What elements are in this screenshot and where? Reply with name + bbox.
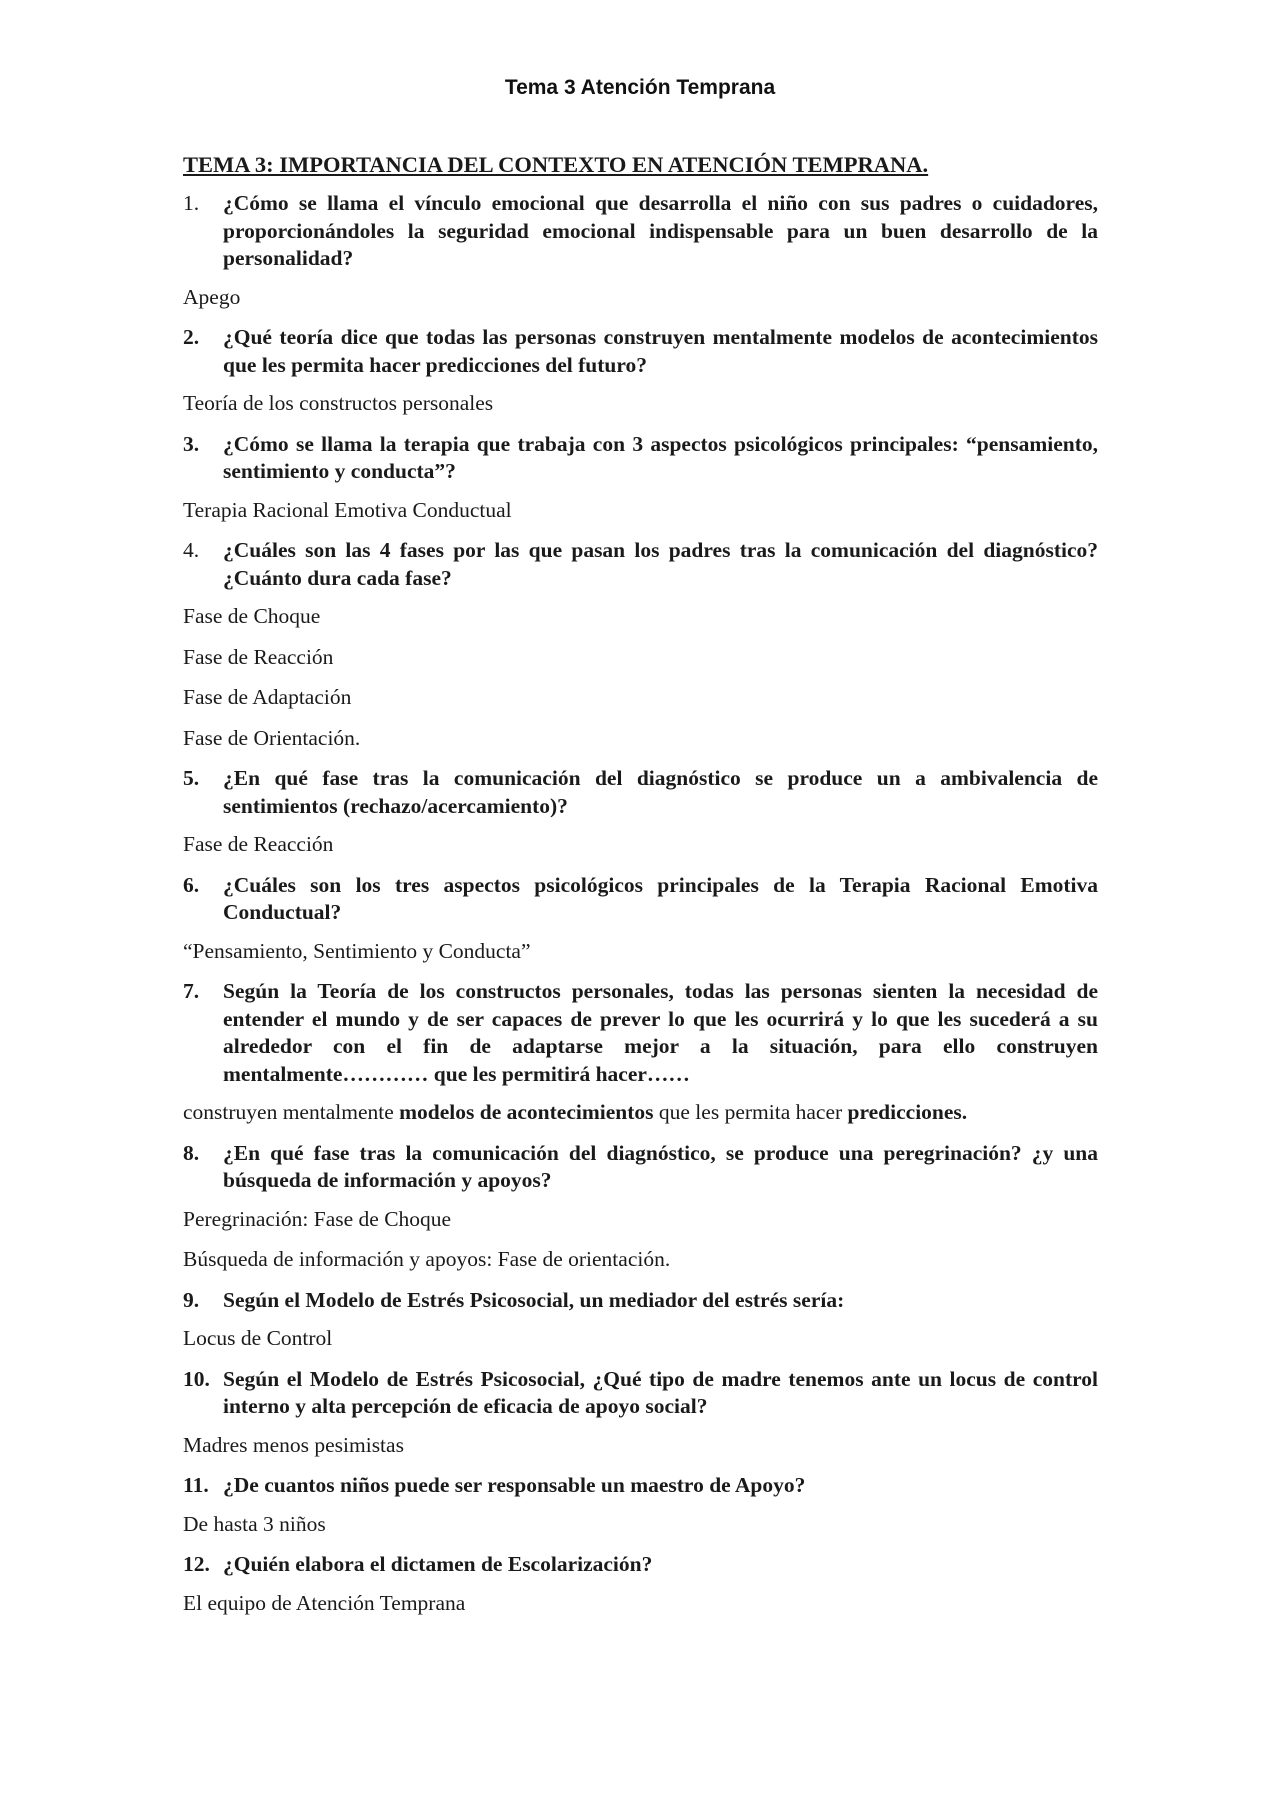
question-text: Según la Teoría de los constructos personales, todas las personas sienten la necesidad de entender el mundo y de ser capaces de prever lo que les ocurrirá y lo que les sucederá a su alrededor con el fin de adaptarse mejor a la situación, para ello construyen mentalmente………… que les permitirá hacer…… [223,979,1098,1086]
question-text: ¿De cuantos niños puede ser responsable un maestro de Apoyo? [223,1473,806,1497]
answer-7-part1: construyen mentalmente [183,1100,400,1124]
question-12 [183,1551,1098,1579]
answer-9: Locus de Control [183,1326,333,1350]
document-content [183,152,1098,1630]
answer-12: El equipo de Atención Temprana [183,1590,466,1615]
answer-10: Madres menos pesimistas [183,1432,404,1457]
question-number: 11. [183,1473,209,1497]
question-number: 3. [183,431,200,456]
answer-7-bold1: modelos de acontecimientos [399,1100,654,1124]
question-4 [183,537,1098,592]
question-text: ¿En qué fase tras la comunicación del diagnóstico, se produce una peregrinación? ¿y una búsqueda de información y apoyos? [223,1140,1098,1192]
question-number: 6. [183,872,200,897]
question-9 [183,1287,1098,1315]
answer-7-part2: que les permita hacer [653,1100,848,1124]
page-header: Tema 3 Atención Temprana [504,76,776,99]
question-8 [183,1140,1098,1195]
question-number: 12. [183,1552,210,1576]
question-7 [183,978,1098,1088]
question-number: 10. [183,1366,210,1391]
document-title: TEMA 3: IMPORTANCIA DEL CONTEXTO EN ATENCIÓN TEMPRANA. [183,152,929,177]
answer-8-1: Peregrinación: Fase de Choque [183,1206,452,1231]
answer-4-1: Fase de Choque [183,604,321,628]
question-2 [183,324,1098,379]
question-text: Según el Modelo de Estrés Psicosocial, un mediador del estrés sería: [223,1287,845,1312]
question-number: 9. [183,1287,200,1312]
question-text: Según el Modelo de Estrés Psicosocial, ¿Qué tipo de madre tenemos ante un locus de control interno y alta percepción de eficacia de apoyo social? [223,1366,1098,1418]
question-text: ¿Cuáles son los tres aspectos psicológicos principales de la Terapia Racional Emotiva Conductual? [223,872,1098,924]
question-number: 8. [183,1140,200,1165]
question-11 [183,1472,1098,1500]
answer-11: De hasta 3 niños [183,1511,326,1536]
question-1 [183,190,1098,273]
answer-7 [183,1099,1098,1127]
question-text: ¿Cuáles son las 4 fases por las que pasan los padres tras la comunicación del diagnóstico? ¿Cuánto dura cada fase? [223,538,1098,590]
question-5 [183,765,1098,820]
question-text: ¿En qué fase tras la comunicación del diagnóstico se produce un a ambivalencia de sentimientos (rechazo/acercamiento)? [223,766,1098,818]
question-3 [183,431,1098,486]
question-text: ¿Quién elabora el dictamen de Escolarización? [223,1552,653,1576]
question-number: 1. [183,191,200,215]
answer-1: Apego [183,284,241,309]
answer-4-2: Fase de Reacción [183,644,334,669]
question-text: ¿Qué teoría dice que todas las personas construyen mentalmente modelos de acontecimientos que les permita hacer predicciones del futuro? [223,325,1098,377]
answer-6: “Pensamiento, Sentimiento y Conducta” [183,938,531,963]
answer-3: Terapia Racional Emotiva Conductual [183,497,512,522]
answer-2: Teoría de los constructos personales [183,391,494,415]
answer-5: Fase de Reacción [183,832,334,856]
answer-4-3: Fase de Adaptación [183,685,352,709]
question-text: ¿Cómo se llama el vínculo emocional que desarrolla el niño con sus padres o cuidadores, proporcionándoles la seguridad emocional indispensable para un buen desarrollo de la personalidad? [223,191,1098,270]
question-number: 4. [183,538,200,562]
question-text: ¿Cómo se llama la terapia que trabaja con 3 aspectos psicológicos principales: “pensamiento, sentimiento y conducta”? [223,431,1098,483]
question-10 [183,1366,1098,1421]
question-6 [183,872,1098,927]
question-number: 7. [183,979,200,1003]
question-number: 5. [183,766,200,790]
answer-8-2: Búsqueda de información y apoyos: Fase de orientación. [183,1247,671,1271]
question-number: 2. [183,325,200,349]
answer-7-bold2: predicciones. [847,1100,968,1124]
answer-4-4: Fase de Orientación. [183,725,361,750]
